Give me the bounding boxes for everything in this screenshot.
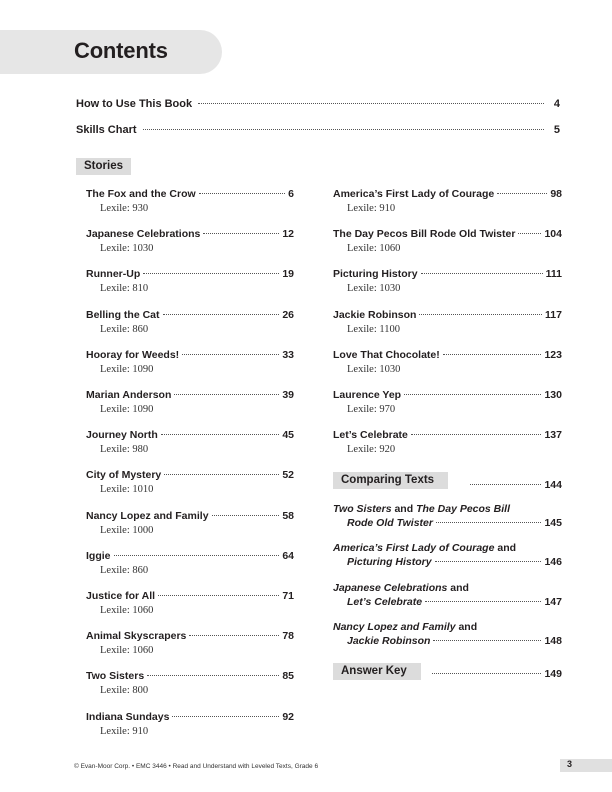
- footer-copyright: © Evan-Moor Corp. • EMC 3446 • Read and Understand with Leveled Texts, Grade 6: [74, 763, 319, 770]
- dot-leader: [182, 354, 279, 355]
- story-title: Laurence Yep: [333, 389, 402, 401]
- story-entry[interactable]: [86, 309, 294, 335]
- story-entry[interactable]: [333, 429, 562, 455]
- dot-leader: [419, 314, 542, 315]
- dot-leader: [114, 555, 280, 556]
- story-page: 39: [282, 389, 294, 401]
- dot-leader: [164, 474, 279, 475]
- lexile-level: Lexile: 920: [347, 444, 396, 456]
- dot-leader: [143, 273, 279, 274]
- story-entry[interactable]: [86, 188, 294, 214]
- story-title: America’s First Lady of Courage: [333, 188, 495, 200]
- dot-leader: [147, 675, 279, 676]
- dot-leader: [404, 394, 541, 395]
- lexile-level: Lexile: 1030: [100, 243, 154, 255]
- story-page: 52: [282, 469, 294, 482]
- story-title-line: [333, 228, 562, 242]
- story-entry[interactable]: [333, 349, 562, 375]
- story-title-line: [333, 349, 562, 363]
- page-number: 3: [567, 759, 573, 769]
- story-entry[interactable]: [333, 228, 562, 254]
- story-entry[interactable]: [86, 429, 294, 455]
- toc-entry-label: Skills Chart: [76, 124, 137, 136]
- story-page: 26: [282, 308, 294, 321]
- story-page: 92: [282, 710, 294, 723]
- story-title-line: [333, 268, 562, 282]
- story-title: The Fox and the Crow: [86, 188, 196, 200]
- toc-entry-label: How to Use This Book: [76, 98, 193, 110]
- story-title: Runner-Up: [86, 268, 141, 281]
- comparing-texts-entry[interactable]: [470, 479, 562, 493]
- story-page: 6: [288, 188, 294, 200]
- story-page: 64: [282, 549, 294, 562]
- story-page: 117: [545, 308, 562, 321]
- story-page: 130: [544, 389, 562, 401]
- dot-leader: [435, 561, 542, 562]
- comparing-texts-section-label: Comparing Texts: [333, 472, 448, 489]
- story-page: 45: [282, 429, 294, 442]
- story-page: 71: [282, 590, 294, 602]
- comparing-first-line: [333, 621, 562, 635]
- story-title: Let’s Celebrate: [333, 429, 408, 442]
- lexile-level: Lexile: 1060: [347, 243, 401, 255]
- dot-leader: [143, 129, 544, 130]
- story-page: 33: [282, 348, 294, 361]
- lexile-level: Lexile: 1090: [100, 404, 154, 415]
- comparing-joiner: and: [391, 503, 417, 515]
- lexile-level: Lexile: 910: [347, 203, 396, 214]
- toc-entry-how-to-use[interactable]: [76, 98, 560, 114]
- lexile-level: Lexile: 970: [347, 404, 396, 415]
- story-title: Japanese Celebrations: [86, 228, 201, 241]
- comparing-joiner: and: [455, 620, 478, 633]
- comparing-page: 148: [544, 634, 562, 647]
- story-entry[interactable]: [86, 630, 294, 656]
- story-page: 111: [545, 268, 562, 281]
- story-title-line: [86, 188, 294, 202]
- dot-leader: [432, 673, 541, 674]
- story-page: 19: [282, 268, 294, 281]
- comparing-title-b: Rode Old Twister: [347, 517, 433, 529]
- story-entry[interactable]: [86, 389, 294, 415]
- toc-entry-page: 4: [553, 98, 560, 110]
- story-entry[interactable]: [86, 711, 294, 737]
- dot-leader: [421, 273, 543, 274]
- comparing-title-a: America’s First Lady of Courage: [333, 542, 495, 555]
- comparing-second-line: [333, 635, 562, 649]
- lexile-level: Lexile: 800: [100, 685, 149, 697]
- dot-leader: [443, 354, 542, 355]
- dot-leader: [189, 635, 279, 636]
- story-title-line: [333, 429, 562, 443]
- comparing-page: 146: [544, 556, 562, 569]
- story-page: 78: [282, 630, 294, 643]
- stories-section-label: Stories: [76, 158, 131, 175]
- story-entry[interactable]: [86, 268, 294, 294]
- comparing-title-b: Picturing History: [347, 556, 432, 569]
- story-title-line: [86, 429, 294, 443]
- comparing-first-line: [333, 582, 562, 596]
- toc-entry-page: 5: [553, 124, 560, 136]
- lexile-level: Lexile: 1090: [100, 363, 154, 375]
- story-page: 85: [282, 670, 294, 683]
- comparing-title-b-part1: The Day Pecos Bill: [416, 503, 511, 515]
- story-entry[interactable]: [333, 188, 562, 214]
- story-entry[interactable]: [333, 389, 562, 415]
- story-title-line: [86, 711, 294, 725]
- story-title-line: [333, 389, 562, 403]
- story-entry[interactable]: [86, 510, 294, 536]
- story-title: Iggie: [86, 549, 111, 562]
- story-page: 98: [550, 188, 562, 200]
- story-title: Justice for All: [86, 590, 156, 602]
- comparing-first-line: [333, 503, 562, 517]
- answer-key-section-label: Answer Key: [333, 663, 421, 680]
- dot-leader: [497, 193, 547, 194]
- comparing-entry[interactable]: [333, 621, 562, 649]
- comparing-joiner: and: [494, 542, 517, 555]
- comparing-second-line: [333, 517, 562, 531]
- dot-leader: [518, 233, 541, 234]
- story-title: The Day Pecos Bill Rode Old Twister: [333, 228, 516, 241]
- story-page: 137: [544, 429, 562, 442]
- lexile-level: Lexile: 860: [100, 564, 149, 576]
- story-entry[interactable]: [86, 670, 294, 696]
- dot-leader: [158, 595, 279, 596]
- story-title-line: [86, 228, 294, 242]
- story-title-line: [86, 510, 294, 524]
- toc-entry-page: 144: [544, 479, 562, 491]
- story-title: Nancy Lopez and Family: [86, 509, 209, 522]
- comparing-first-line: [333, 542, 562, 556]
- comparing-page: 147: [544, 595, 562, 608]
- lexile-level: Lexile: 1060: [100, 605, 154, 616]
- dot-leader: [436, 522, 542, 523]
- story-entry[interactable]: [86, 469, 294, 495]
- dot-leader: [212, 515, 280, 516]
- dot-leader: [203, 233, 279, 234]
- story-entry[interactable]: [333, 268, 562, 294]
- story-title-line: [86, 389, 294, 403]
- lexile-level: Lexile: 1030: [347, 283, 401, 295]
- story-page: 12: [282, 228, 294, 241]
- dot-leader: [172, 716, 279, 717]
- dot-leader: [163, 314, 280, 315]
- story-title: Love That Chocolate!: [333, 348, 440, 361]
- story-page: 58: [282, 509, 294, 522]
- story-page: 104: [544, 228, 562, 241]
- toc-entry-skills-chart[interactable]: [76, 124, 560, 140]
- story-title-line: [86, 469, 294, 483]
- comparing-second-line: [333, 556, 562, 570]
- comparing-second-line: [333, 596, 562, 610]
- dot-leader: [174, 394, 279, 395]
- lexile-level: Lexile: 1030: [347, 363, 401, 375]
- story-title: Hooray for Weeds!: [86, 348, 180, 361]
- comparing-title-b: Jackie Robinson: [347, 634, 431, 647]
- story-title-line: [86, 590, 294, 604]
- story-title-line: [86, 309, 294, 323]
- dot-leader: [470, 484, 541, 485]
- lexile-level: Lexile: 930: [100, 203, 149, 214]
- comparing-entry[interactable]: [333, 542, 562, 570]
- story-title-line: [86, 268, 294, 282]
- dot-leader: [198, 103, 544, 104]
- comparing-title-a: Two Sisters: [333, 503, 392, 515]
- comparing-entry[interactable]: [333, 503, 562, 531]
- dot-leader: [199, 193, 285, 194]
- story-title: Journey North: [86, 429, 158, 442]
- story-title-line: [86, 670, 294, 684]
- comparing-entry[interactable]: [333, 582, 562, 610]
- story-title-line: [86, 550, 294, 564]
- page-title: Contents: [74, 38, 168, 63]
- story-title: Marian Anderson: [86, 389, 172, 401]
- dot-leader: [425, 601, 541, 602]
- comparing-title-a: Nancy Lopez and Family: [333, 620, 456, 633]
- comparing-title-b: Let’s Celebrate: [347, 595, 423, 608]
- story-title: Two Sisters: [86, 670, 145, 683]
- story-entry[interactable]: [86, 349, 294, 375]
- comparing-page: 145: [544, 517, 562, 529]
- lexile-level: Lexile: 1010: [100, 484, 154, 496]
- story-entry[interactable]: [333, 309, 562, 335]
- story-entry[interactable]: [86, 590, 294, 616]
- story-entry[interactable]: [86, 228, 294, 254]
- story-title: Picturing History: [333, 268, 418, 281]
- dot-leader: [161, 434, 280, 435]
- lexile-level: Lexile: 1100: [347, 323, 400, 335]
- story-title: Animal Skyscrapers: [86, 630, 187, 643]
- toc-entry-page: 149: [544, 668, 562, 680]
- story-title-line: [333, 188, 562, 202]
- lexile-level: Lexile: 980: [100, 444, 149, 456]
- lexile-level: Lexile: 910: [100, 725, 149, 737]
- story-entry[interactable]: [86, 550, 294, 576]
- dot-leader: [411, 434, 542, 435]
- story-title-line: [86, 349, 294, 363]
- story-page: 123: [544, 348, 562, 361]
- story-title: Indiana Sundays: [86, 710, 170, 723]
- comparing-title-a: Japanese Celebrations: [333, 581, 448, 594]
- story-title-line: [333, 309, 562, 323]
- story-title-line: [86, 630, 294, 644]
- lexile-level: Lexile: 1000: [100, 524, 154, 536]
- lexile-level: Lexile: 1060: [100, 645, 154, 657]
- story-title: City of Mystery: [86, 469, 162, 482]
- lexile-level: Lexile: 810: [100, 283, 149, 295]
- dot-leader: [433, 640, 541, 641]
- lexile-level: Lexile: 860: [100, 323, 149, 335]
- answer-key-entry[interactable]: [432, 668, 562, 682]
- comparing-joiner: and: [447, 581, 469, 594]
- story-title: Jackie Robinson: [333, 308, 417, 321]
- story-title: Belling the Cat: [86, 308, 160, 321]
